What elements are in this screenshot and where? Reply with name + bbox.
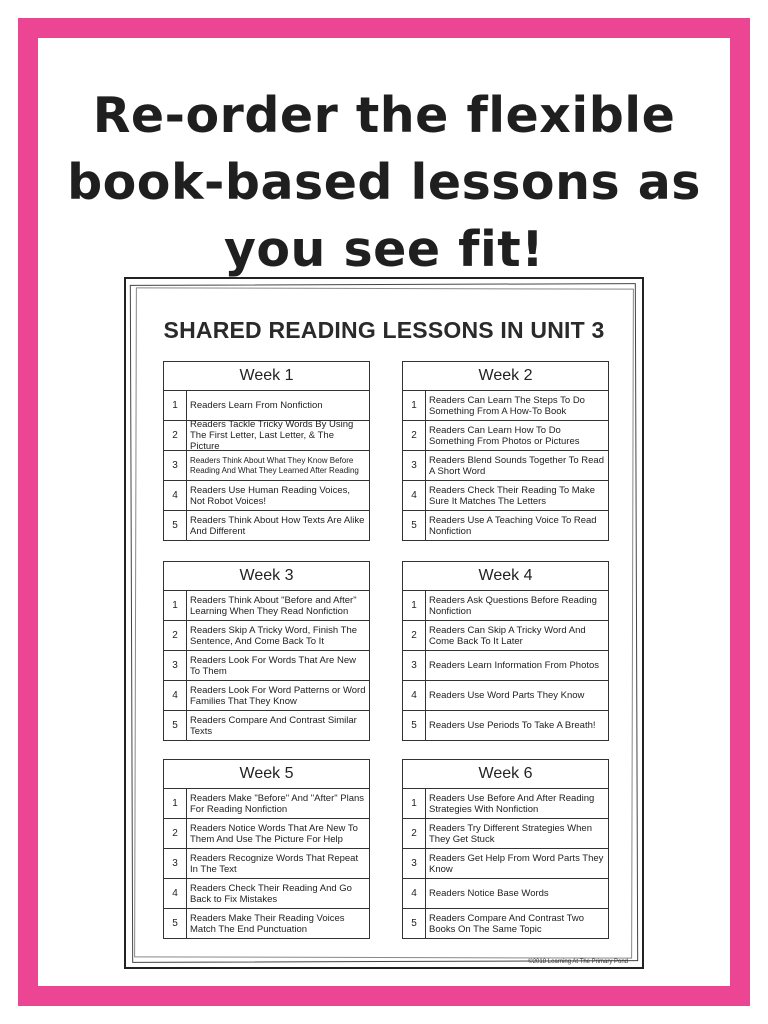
lesson-row [164,591,369,621]
lesson-row [403,451,608,481]
week-title: Week 3 [164,562,369,591]
lesson-row [164,711,369,740]
headline [38,82,730,283]
lesson-number: 3 [164,849,187,878]
lesson-row [403,879,608,909]
lesson-row [164,879,369,909]
lesson-sheet [124,277,644,969]
lesson-text: Readers Use Word Parts They Know [429,690,585,701]
headline-line-3: you see fit! [223,221,545,278]
lesson-number: 4 [164,481,187,510]
lesson-number: 5 [403,511,426,540]
lesson-text: Readers Learn From Nonfiction [190,400,323,411]
lesson-text: Readers Can Learn How To Do Something From Photos or Pictures [429,424,580,447]
lesson-row [403,849,608,879]
lesson-row [164,451,369,481]
lesson-text: Readers Recognize Words That Repeat In The Text [190,852,359,875]
week-title: Week 5 [164,760,369,789]
lesson-number: 1 [164,391,187,420]
lesson-text: Readers Compare And Contrast Two Books On The Same Topic [429,912,585,935]
lesson-number: 2 [164,621,187,650]
lesson-row [164,909,369,938]
lesson-number: 3 [403,849,426,878]
lesson-row [403,481,608,511]
lesson-row [164,621,369,651]
lesson-number: 5 [164,909,187,938]
lesson-row [403,421,608,451]
lesson-row [403,511,608,540]
lesson-number: 4 [403,481,426,510]
lesson-text: Readers Think About How Texts Are Alike And Different [190,514,365,537]
lesson-text: Readers Use A Teaching Voice To Read Nonfiction [429,514,597,537]
week-table-5 [163,759,370,939]
lesson-text: Readers Blend Sounds Together To Read A Short Word [429,454,604,477]
lesson-number: 4 [164,681,187,710]
lesson-text: Readers Make Their Reading Voices Match The End Punctuation [190,912,345,935]
pink-border-frame [18,18,750,1006]
lesson-row [164,681,369,711]
lesson-number: 1 [164,789,187,818]
sheet-title: SHARED READING LESSONS IN UNIT 3 [163,317,605,343]
lesson-number: 5 [403,909,426,938]
week-table-2 [402,361,609,541]
lesson-row [403,391,608,421]
lesson-number: 2 [403,421,426,450]
lesson-row [403,651,608,681]
headline-line-2: book-based lessons as [67,154,701,211]
lesson-row [164,789,369,819]
lesson-row [403,909,608,938]
lesson-text: Readers Ask Questions Before Reading Nonfiction [429,594,597,617]
week-table-4 [402,561,609,741]
lesson-number: 2 [403,819,426,848]
lesson-text: Readers Get Help From Word Parts They Know [429,852,604,875]
lesson-text: Readers Make "Before" And "After" Plans For Reading Nonfiction [190,792,365,815]
lesson-row [403,789,608,819]
lesson-number: 5 [164,711,187,740]
lesson-row [403,711,608,740]
lesson-row [403,681,608,711]
lesson-number: 5 [403,711,426,740]
lesson-number: 1 [403,789,426,818]
lesson-text: Readers Use Periods To Take A Breath! [429,720,596,731]
lesson-number: 2 [164,819,187,848]
content-area [38,38,730,986]
lesson-number: 2 [403,621,426,650]
lesson-number: 2 [164,421,187,450]
lesson-text: Readers Think About What They Know Before Reading And What They Learned After Reading [190,455,359,475]
lesson-text: Readers Think About "Before and After" Learning When They Read Nonfiction [190,594,357,617]
lesson-row [164,511,369,540]
copyright-credit: ©2018 Learning At The Primary Pond [528,959,628,965]
week-table-3 [163,561,370,741]
lesson-text: Readers Notice Words That Are New To Them And Use The Picture For Help [190,822,358,845]
lesson-row [164,421,369,451]
lesson-text: Readers Compare And Contrast Similar Texts [190,714,357,737]
week-table-6 [402,759,609,939]
lesson-text: Readers Try Different Strategies When They Get Stuck [429,822,592,845]
lesson-text: Readers Check Their Reading And Go Back to Fix Mistakes [190,882,352,905]
lesson-row [403,819,608,849]
week-title: Week 6 [403,760,608,789]
lesson-text: Readers Check Their Reading To Make Sure It Matches The Letters [429,484,595,507]
week-title: Week 1 [164,362,369,391]
lesson-text: Readers Use Before And After Reading Strategies With Nonfiction [429,792,595,815]
lesson-number: 3 [403,651,426,680]
lesson-row [403,621,608,651]
lesson-row [164,391,369,421]
lesson-row [164,481,369,511]
lesson-row [403,591,608,621]
headline-line-1: Re-order the flexible [92,87,676,144]
week-title: Week 4 [403,562,608,591]
lesson-text: Readers Tackle Tricky Words By Using The First Letter, Last Letter, & The Picture [190,421,354,450]
lesson-number: 5 [164,511,187,540]
lesson-row [164,651,369,681]
lesson-number: 3 [164,451,187,480]
lesson-text: Readers Look For Word Patterns or Word Families That They Know [190,684,366,707]
lesson-number: 3 [403,451,426,480]
lesson-row [164,849,369,879]
lesson-text: Readers Look For Words That Are New To Them [190,654,356,677]
lesson-text: Readers Can Skip A Tricky Word And Come Back To It Later [429,624,586,647]
week-table-1 [163,361,370,541]
lesson-row [164,819,369,849]
lesson-number: 4 [403,681,426,710]
lesson-number: 4 [403,879,426,908]
lesson-number: 1 [164,591,187,620]
lesson-text: Readers Use Human Reading Voices, Not Robot Voices! [190,484,351,507]
lesson-number: 1 [403,591,426,620]
lesson-text: Readers Notice Base Words [429,888,549,899]
lesson-number: 4 [164,879,187,908]
lesson-text: Readers Skip A Tricky Word, Finish The Sentence, And Come Back To It [190,624,358,647]
lesson-number: 3 [164,651,187,680]
lesson-text: Readers Can Learn The Steps To Do Something From A How-To Book [429,394,585,417]
lesson-number: 1 [403,391,426,420]
week-title: Week 2 [403,362,608,391]
lesson-text: Readers Learn Information From Photos [429,660,600,671]
